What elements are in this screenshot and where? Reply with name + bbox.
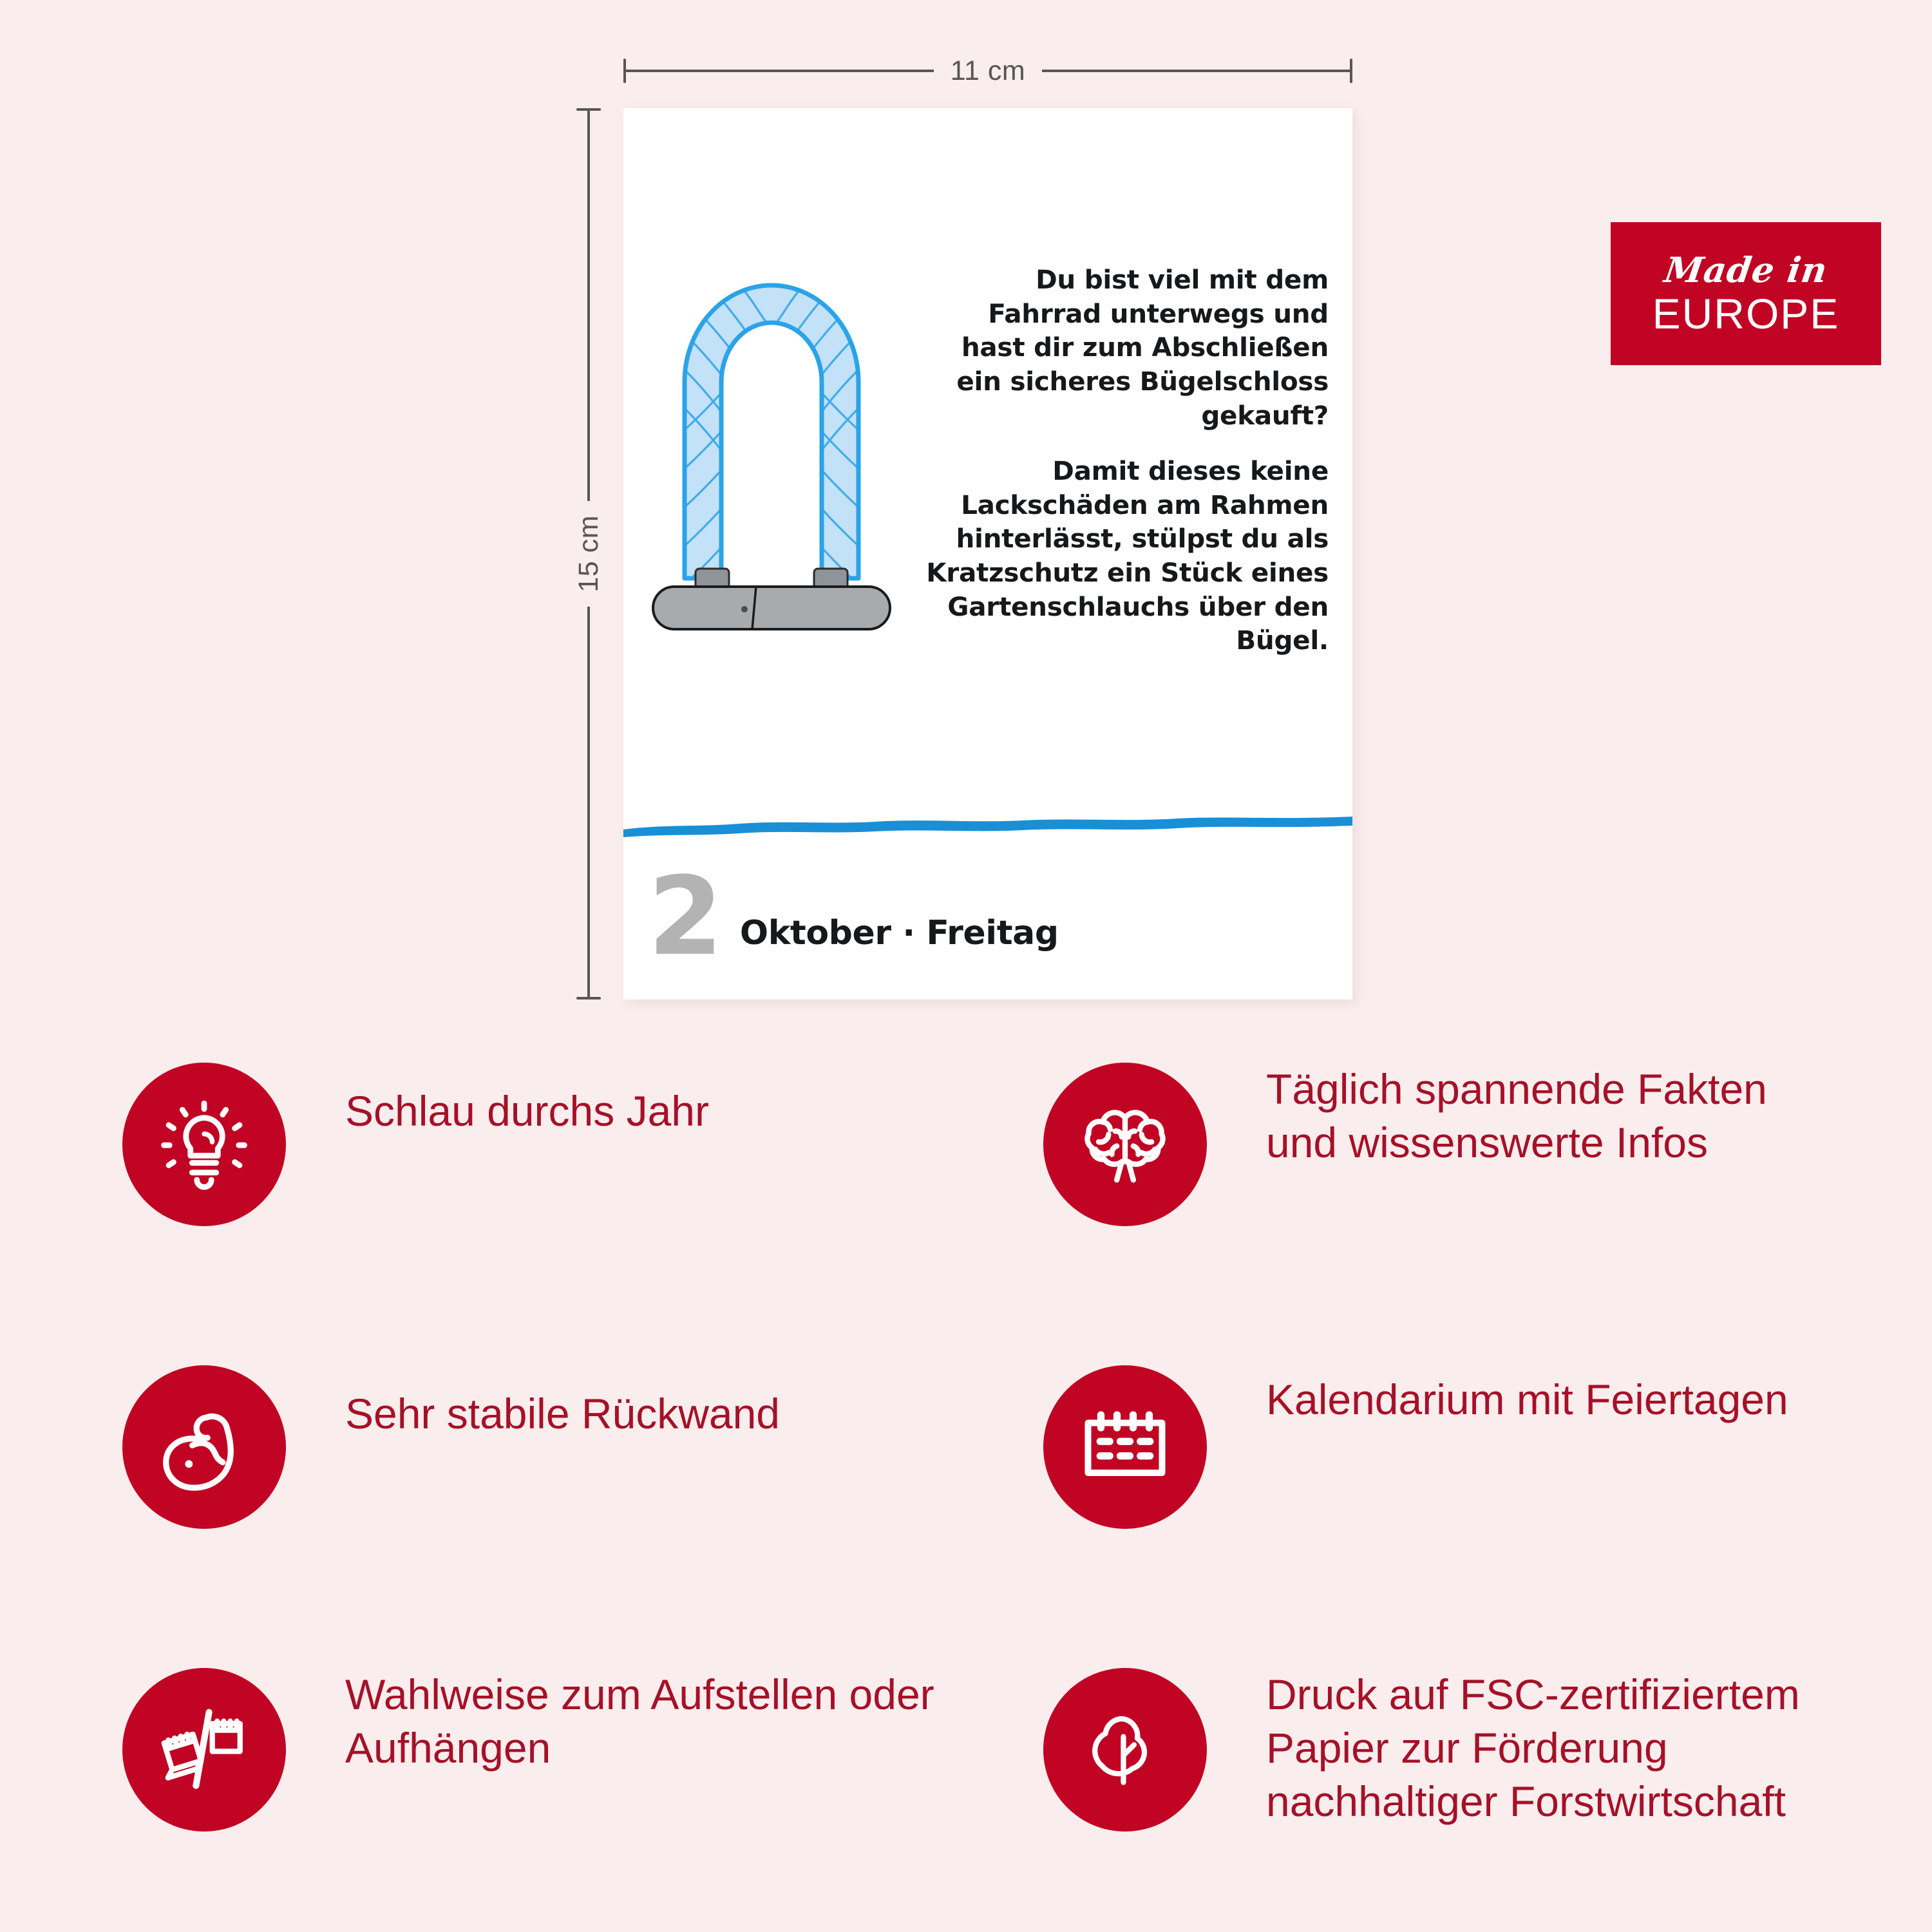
- month-and-weekday-label: Oktober · Freitag: [739, 914, 1059, 952]
- dimension-line-left: [626, 70, 934, 72]
- feature-label: Sehr stabile Rückwand: [345, 1390, 781, 1437]
- dimension-cap-bottom: [576, 997, 601, 999]
- feature-label: Druck auf FSC-zertifiziertem Papier zur Förderung nachhaltiger Forstwirtschaft: [1266, 1671, 1800, 1826]
- dimension-cap-right: [1350, 59, 1352, 83]
- day-number: 2: [648, 853, 721, 980]
- width-dimension-callout: [623, 52, 1352, 90]
- feature-item-taeglich-spannende-fakten: [1043, 1063, 1861, 1365]
- dimension-line-right: [1042, 70, 1350, 72]
- fact-paragraph-1: Du bist viel mit dem Fahrrad unterwegs und hast dir zum Abschließen ein sicheres Bügelschloss gekauft?: [956, 264, 1329, 431]
- tree-icon: [1043, 1668, 1207, 1832]
- dimension-line-bottom: [587, 607, 590, 997]
- feature-label: Schlau durchs Jahr: [345, 1087, 709, 1135]
- made-in-europe-badge: [1611, 222, 1881, 365]
- feature-item-schlau-durchs-jahr: [122, 1063, 1043, 1365]
- bike-u-lock-with-garden-hose-icon: [636, 243, 907, 643]
- feature-item-wahlweise-aufstellen-aufhaengen: [122, 1668, 1043, 1900]
- standing-or-hanging-calendar-icon: [122, 1668, 286, 1832]
- badge-caps-line: EUROPE: [1652, 290, 1840, 337]
- calendar-icon: [1043, 1365, 1207, 1529]
- feature-item-sehr-stabile-rueckwand: [122, 1365, 1043, 1668]
- feature-label: Kalendarium mit Feiertagen: [1266, 1376, 1788, 1423]
- lightbulb-icon: [122, 1063, 286, 1226]
- fact-paragraph-2: Damit dieses keine Lackschäden am Rahmen hinterlässt, stülpst du als Kratzschutz ein Stück eines Gartenschlauchs über den Bügel.: [926, 455, 1329, 656]
- flexed-bicep-icon: [122, 1365, 286, 1529]
- height-dimension-label: 15 cm: [573, 515, 604, 592]
- calendar-fact-text: [916, 263, 1329, 658]
- feature-label: Täglich spannende Fakten und wissenswerte Infos: [1266, 1065, 1767, 1167]
- feature-item-fsc-zertifiziertes-papier: [1043, 1668, 1861, 1900]
- feature-list: [122, 1063, 1861, 1900]
- dimension-line-top: [587, 111, 590, 501]
- calendar-date-row: [648, 846, 1331, 980]
- feature-label: Wahlweise zum Aufstellen oder Aufhängen: [345, 1671, 934, 1772]
- height-dimension-callout: [569, 108, 608, 999]
- badge-script-line: Made in: [1662, 249, 1830, 290]
- width-dimension-label: 11 cm: [950, 55, 1026, 86]
- brain-icon: [1043, 1063, 1207, 1226]
- blue-brush-divider: [623, 810, 1352, 840]
- feature-item-kalendarium-mit-feiertagen: [1043, 1365, 1861, 1668]
- calendar-page-preview: [623, 108, 1352, 999]
